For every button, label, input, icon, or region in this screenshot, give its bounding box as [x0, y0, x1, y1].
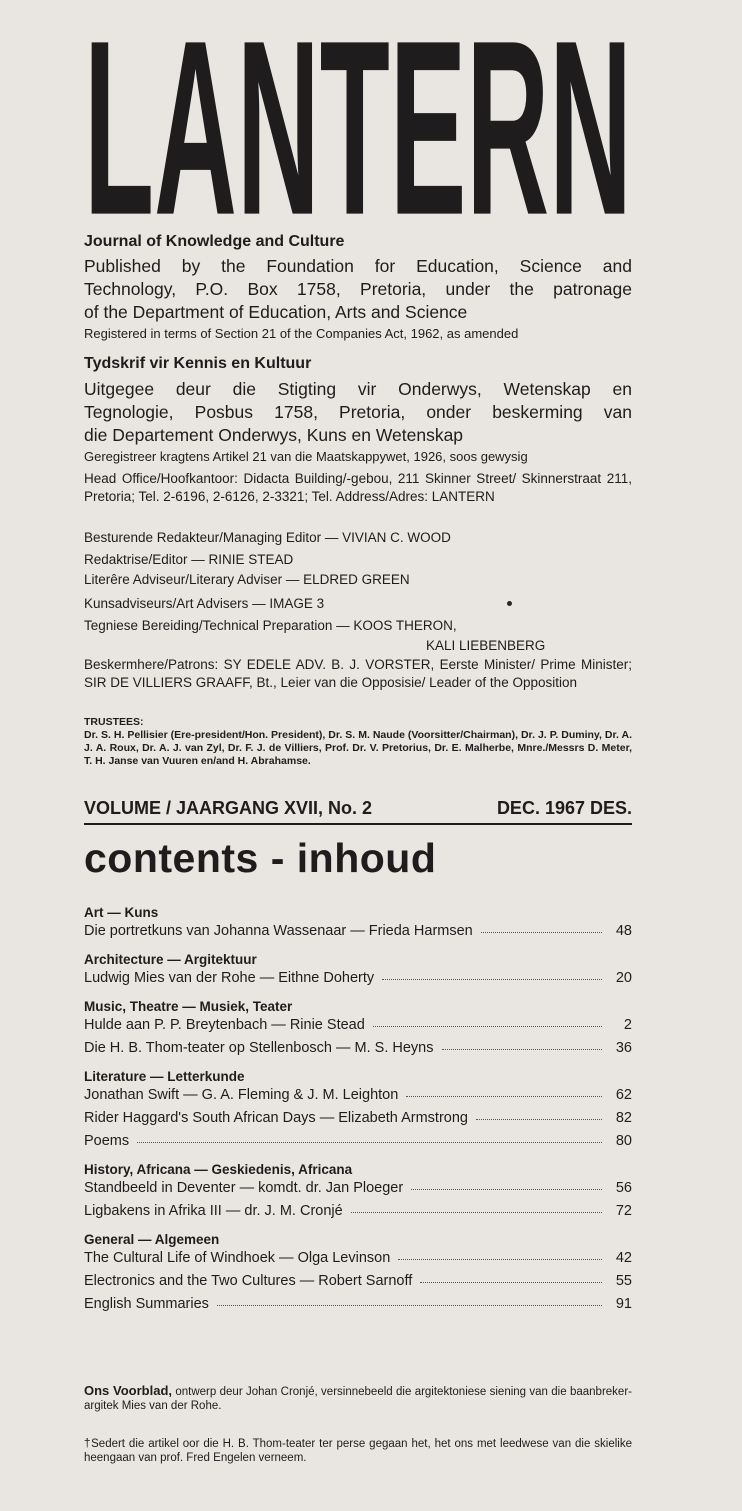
contents-category: Music, Theatre — Musiek, Teater: [84, 999, 293, 1014]
patrons: Beskermhere/Patrons: SY EDELE ADV. B. J. VORSTER, Eerste Minister/ Prime Minister; SIR DE VILLIERS GRAAFF, Bt., Leier van die Opposisie/ Leader of the Opposition: [84, 657, 632, 690]
entry-title: Die portretkuns van Johanna Wassenaar — Frieda Harmsen: [84, 923, 473, 939]
contents-category: Art — Kuns: [84, 905, 159, 920]
english-subtitle: Journal of Knowledge and Culture: [84, 233, 345, 250]
dot-leader: [476, 1118, 602, 1120]
afrikaans-line-1: Uitgegee deur die Stigting vir Onderwys, Wetenskap en: [84, 379, 632, 399]
entry-page-number: 36: [615, 1040, 632, 1056]
dot-leader: [442, 1048, 603, 1050]
entry-title: Ludwig Mies van der Rohe — Eithne Doherty: [84, 970, 375, 986]
entry-title: Electronics and the Two Cultures — Robert Sarnoff: [84, 1273, 413, 1289]
dot-leader: [411, 1188, 602, 1190]
dot-leader: [420, 1281, 602, 1283]
contents-entry[interactable]: [84, 1110, 632, 1126]
divider: [84, 823, 632, 825]
trustees-heading: TRUSTEES:: [84, 716, 144, 728]
contents-category: Architecture — Argitektuur: [84, 952, 257, 967]
afrikaans-subtitle: Tydskrif vir Kennis en Kultuur: [84, 355, 312, 372]
dot-leader: [406, 1095, 602, 1097]
entry-page-number: 56: [615, 1180, 632, 1196]
afrikaans-line-3: die Departement Onderwys, Kuns en Wetenskap: [84, 425, 464, 445]
dot-leader: [373, 1025, 602, 1027]
entry-title: Standbeeld in Deventer — komdt. dr. Jan Ploeger: [84, 1180, 404, 1196]
contents-section: [84, 999, 632, 1056]
entry-title: Poems: [84, 1133, 130, 1149]
entry-page-number: 72: [615, 1203, 632, 1219]
masthead-title: [84, 35, 632, 227]
dot-leader: [351, 1211, 602, 1213]
contents-entry[interactable]: [84, 1273, 632, 1289]
english-line-1: Published by the Foundation for Education, Science and: [84, 256, 632, 276]
contents-entry[interactable]: [84, 970, 632, 986]
cover-label: Ons Voorblad,: [84, 1383, 173, 1398]
contents-title: contents - inhoud: [84, 835, 437, 881]
entry-title: English Summaries: [84, 1296, 209, 1312]
afrikaans-registered: Geregistreer kragtens Artikel 21 van die Maatskappywet, 1926, soos gewysig: [84, 449, 528, 464]
entry-page-number: 48: [615, 923, 632, 939]
entry-page-number: 62: [615, 1087, 632, 1103]
technical-preparation-2: KALI LIEBENBERG: [426, 638, 546, 653]
entry-title: Jonathan Swift — G. A. Fleming & J. M. Leighton: [84, 1087, 399, 1103]
entry-page-number: 55: [615, 1273, 632, 1289]
contents-entry[interactable]: [84, 1250, 632, 1266]
entry-page-number: 42: [615, 1250, 632, 1266]
masthead-text: LANTERN: [84, 35, 632, 227]
managing-editor: Besturende Redakteur/Managing Editor — VIVIAN C. WOOD: [84, 530, 451, 545]
ink-speck: [507, 601, 512, 606]
entry-page-number: 82: [615, 1110, 632, 1126]
contents-category: General — Algemeen: [84, 1232, 220, 1247]
entry-title: Die H. B. Thom-teater op Stellenbosch — M. S. Heyns: [84, 1040, 434, 1056]
contents-entry[interactable]: [84, 1087, 632, 1103]
literary-adviser: Literêre Adviseur/Literary Adviser — ELDRED GREEN: [84, 572, 410, 587]
cover-text: ontwerp deur Johan Cronjé, versinnebeeld die argitektoniese siening van die baanbreker- argitek Mies van der Rohe.: [84, 1386, 632, 1412]
entry-title: The Cultural Life of Windhoek — Olga Levinson: [84, 1250, 391, 1266]
dot-leader: [217, 1304, 602, 1306]
dot-leader: [382, 978, 602, 980]
cover-note: [84, 1384, 632, 1413]
trustees-list: Dr. S. H. Pellisier (Ere-president/Hon. President), Dr. S. M. Naude (Voorsitter/Chairman), Dr. J. P. Duminy, Dr. A. J. A. Roux, Dr. A. J. van Zyl, Dr. F. J. de Villiers, Prof. Dr. V. Pretorius, Dr. E. Malherbe, Mnre./Messrs D. Meter, T. H. Janse van Vuuren en/and H. Abrahamse.: [84, 729, 632, 767]
obituary-note: †Sedert die artikel oor die H. B. Thom-teater ter perse gegaan het, het ons met leedwese van die skielike heengaan van prof. Fred Engelen verneem.: [84, 1438, 632, 1464]
contents-entry[interactable]: [84, 923, 632, 939]
volume-number: VOLUME / JAARGANG XVII, No. 2: [84, 798, 373, 818]
table-of-contents: [84, 905, 632, 1312]
entry-page-number: 80: [615, 1133, 632, 1149]
contents-section: [84, 1069, 632, 1149]
contents-entry[interactable]: [84, 1296, 632, 1312]
contents-section: [84, 1232, 632, 1312]
contents-section: [84, 952, 632, 986]
entry-title: Ligbakens in Afrika III — dr. J. M. Cronjé: [84, 1203, 343, 1219]
contents-category: Literature — Letterkunde: [84, 1069, 245, 1084]
entry-title: Rider Haggard's South African Days — Elizabeth Armstrong: [84, 1110, 468, 1126]
contents-entry[interactable]: [84, 1017, 632, 1033]
art-advisers: Kunsadviseurs/Art Advisers — IMAGE 3: [84, 596, 325, 611]
afrikaans-line-2: Tegnologie, Posbus 1758, Pretoria, onder beskerming van: [84, 402, 632, 422]
english-line-2: Technology, P.O. Box 1758, Pretoria, under the patronage: [84, 279, 632, 299]
english-line-3: of the Department of Education, Arts and Science: [84, 302, 468, 322]
editor: Redaktrise/Editor — RINIE STEAD: [84, 552, 294, 567]
dot-leader: [398, 1258, 602, 1260]
english-registered: Registered in terms of Section 21 of the Companies Act, 1962, as amended: [84, 326, 519, 341]
entry-page-number: 20: [615, 970, 632, 986]
issue-line: [84, 798, 632, 819]
entry-page-number: 91: [615, 1296, 632, 1312]
dot-leader: [137, 1141, 602, 1143]
contents-section: [84, 1162, 632, 1219]
issue-date: DEC. 1967 DES.: [496, 798, 632, 818]
contents-entry[interactable]: [84, 1180, 632, 1196]
contents-entry[interactable]: [84, 1203, 632, 1219]
entry-title: Hulde aan P. P. Breytenbach — Rinie Stead: [84, 1017, 365, 1033]
contents-entry[interactable]: [84, 1133, 632, 1149]
entry-page-number: 2: [623, 1017, 632, 1033]
contents-entry[interactable]: [84, 1040, 632, 1056]
contents-section: [84, 905, 632, 939]
head-office: Head Office/Hoofkantoor: Didacta Building/-gebou, 211 Skinner Street/ Skinnerstraat 211, Pretoria; Tel. 2-6196, 2-6126, 2-3321; Tel. Address/Adres: LANTERN: [84, 471, 632, 504]
contents-category: History, Africana — Geskiedenis, Africana: [84, 1162, 353, 1177]
dot-leader: [481, 931, 602, 933]
technical-preparation: Tegniese Bereiding/Technical Preparation — KOOS THERON,: [84, 618, 457, 633]
